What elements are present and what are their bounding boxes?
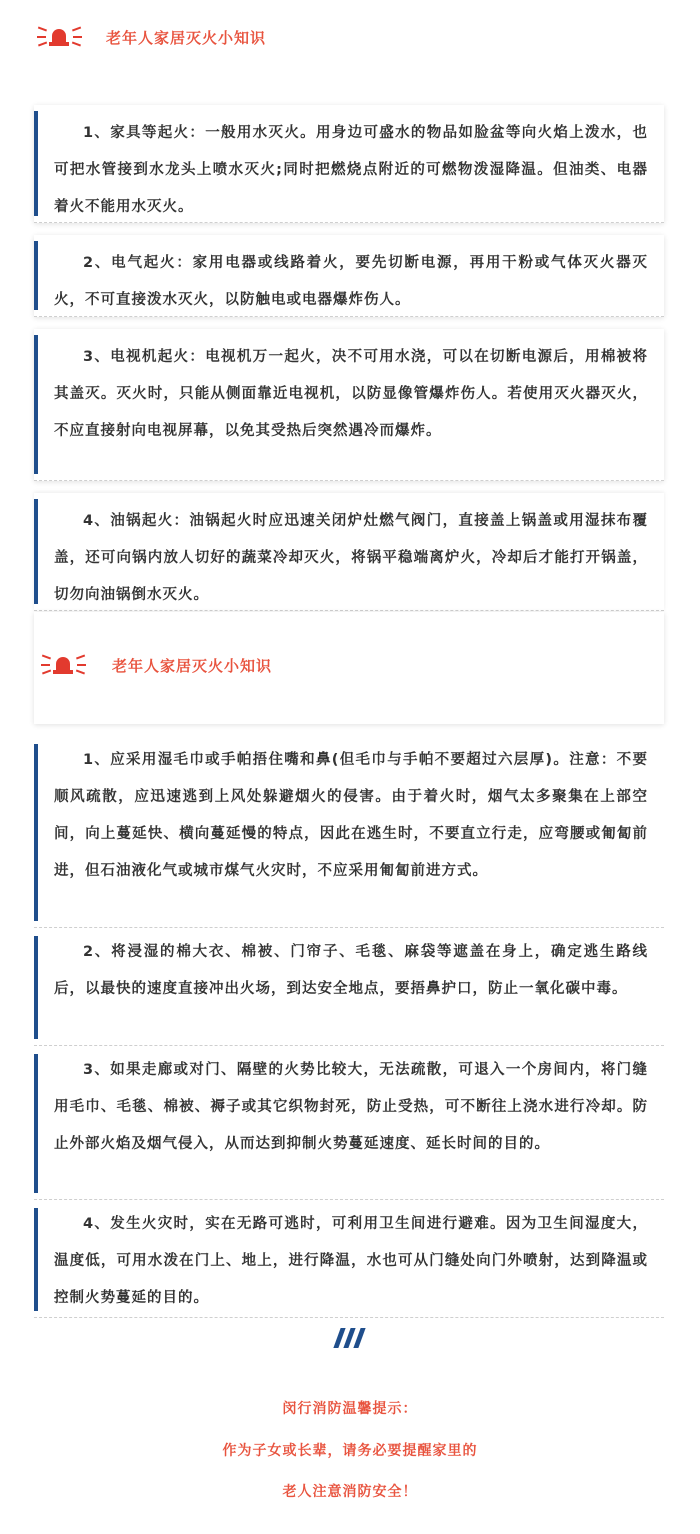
- footer-line-2: 作为子女或长辈，请务必要提醒家里的: [222, 1443, 478, 1459]
- accent-bar: [34, 111, 38, 216]
- slash-divider-icon: [333, 1328, 367, 1350]
- tip-entry: [34, 1202, 664, 1318]
- tip-card: [34, 329, 664, 481]
- accent-bar: [34, 1208, 38, 1311]
- accent-bar: [34, 335, 38, 474]
- footer-line-3: 老人注意消防安全！: [282, 1484, 418, 1500]
- section-title: 老年人家居灭火小知识: [106, 28, 267, 47]
- tip-card: [34, 235, 664, 317]
- tip-text: 1、应采用湿毛巾或手帕捂住嘴和鼻(但毛巾与手帕不要超过六层厚)。注意：不要顺风疏散，应迅速逃到上风处躲避烟火的侵害。由于着火时，烟气太多聚集在上部空间，向上蔓延快、横向蔓延慢的特点，因此在逃生时，不要直立行走，应弯腰或匍匐前进，但石油液化气或城市煤气火灾时，不应采用匍匐前进方式。: [54, 752, 648, 879]
- tip-card: [34, 105, 664, 223]
- tip-text: 4、发生火灾时，实在无路可逃时，可利用卫生间进行避难。因为卫生间湿度大，温度低，可用水泼在门上、地上，进行降温，水也可从门缝处向门外喷射，达到降温或控制火势蔓延的目的。: [54, 1216, 648, 1306]
- tip-entry: [34, 1048, 664, 1200]
- tip-card: [34, 493, 664, 611]
- alarm-light-icon: [38, 650, 88, 680]
- tip-text: 1、家具等起火：一般用水灭火。用身边可盛水的物品如脸盆等向火焰上泼水，也可把水管接到水龙头上喷水灭火;同时把燃烧点附近的可燃物泼湿降温。但油类、电器着火不能用水灭火。: [54, 125, 648, 215]
- tip-text: 4、油锅起火：油锅起火时应迅速关闭炉灶燃气阀门，直接盖上锅盖或用湿抹布覆盖，还可向锅内放人切好的蔬菜冷却灭火，将锅平稳端离炉火，冷却后才能打开锅盖，切勿向油锅倒水灭火。: [54, 513, 648, 603]
- tip-entry: [34, 738, 664, 928]
- alarm-light-icon: [34, 22, 84, 52]
- section-header-box: [34, 612, 664, 724]
- accent-bar: [34, 499, 38, 604]
- section-header-1: [34, 22, 266, 52]
- tip-text: 3、如果走廊或对门、隔壁的火势比较大，无法疏散，可退入一个房间内，将门缝用毛巾、毛毯、棉被、褥子或其它织物封死，防止受热，可不断往上浇水进行冷却。防止外部火焰及烟气侵入，从而达到抑制火势蔓延速度、延长时间的目的。: [54, 1062, 648, 1152]
- accent-bar: [34, 936, 38, 1039]
- accent-bar: [34, 241, 38, 310]
- tip-text: 2、将浸湿的棉大衣、棉被、门帘子、毛毯、麻袋等遮盖在身上，确定逃生路线后，以最快的速度直接冲出火场，到达安全地点，要捂鼻护口，防止一氧化碳中毒。: [54, 944, 648, 997]
- tip-text: 2、电气起火：家用电器或线路着火，要先切断电源，再用干粉或气体灭火器灭火，不可直接泼水灭火，以防触电或电器爆炸伤人。: [54, 255, 648, 308]
- accent-bar: [34, 1054, 38, 1193]
- section-header-2: [38, 650, 272, 680]
- section-title: 老年人家居灭火小知识: [112, 656, 273, 675]
- tip-entry: [34, 930, 664, 1046]
- tip-text: 3、电视机起火：电视机万一起火，决不可用水浇，可以在切断电源后，用棉被将其盖灭。灭火时，只能从侧面靠近电视机，以防显像管爆炸伤人。若使用灭火器灭火，不应直接射向电视屏幕，以免其受热后突然遇冷而爆炸。: [54, 349, 648, 439]
- footer-line-1: 闵行消防温馨提示：: [282, 1401, 418, 1417]
- accent-bar: [34, 744, 38, 921]
